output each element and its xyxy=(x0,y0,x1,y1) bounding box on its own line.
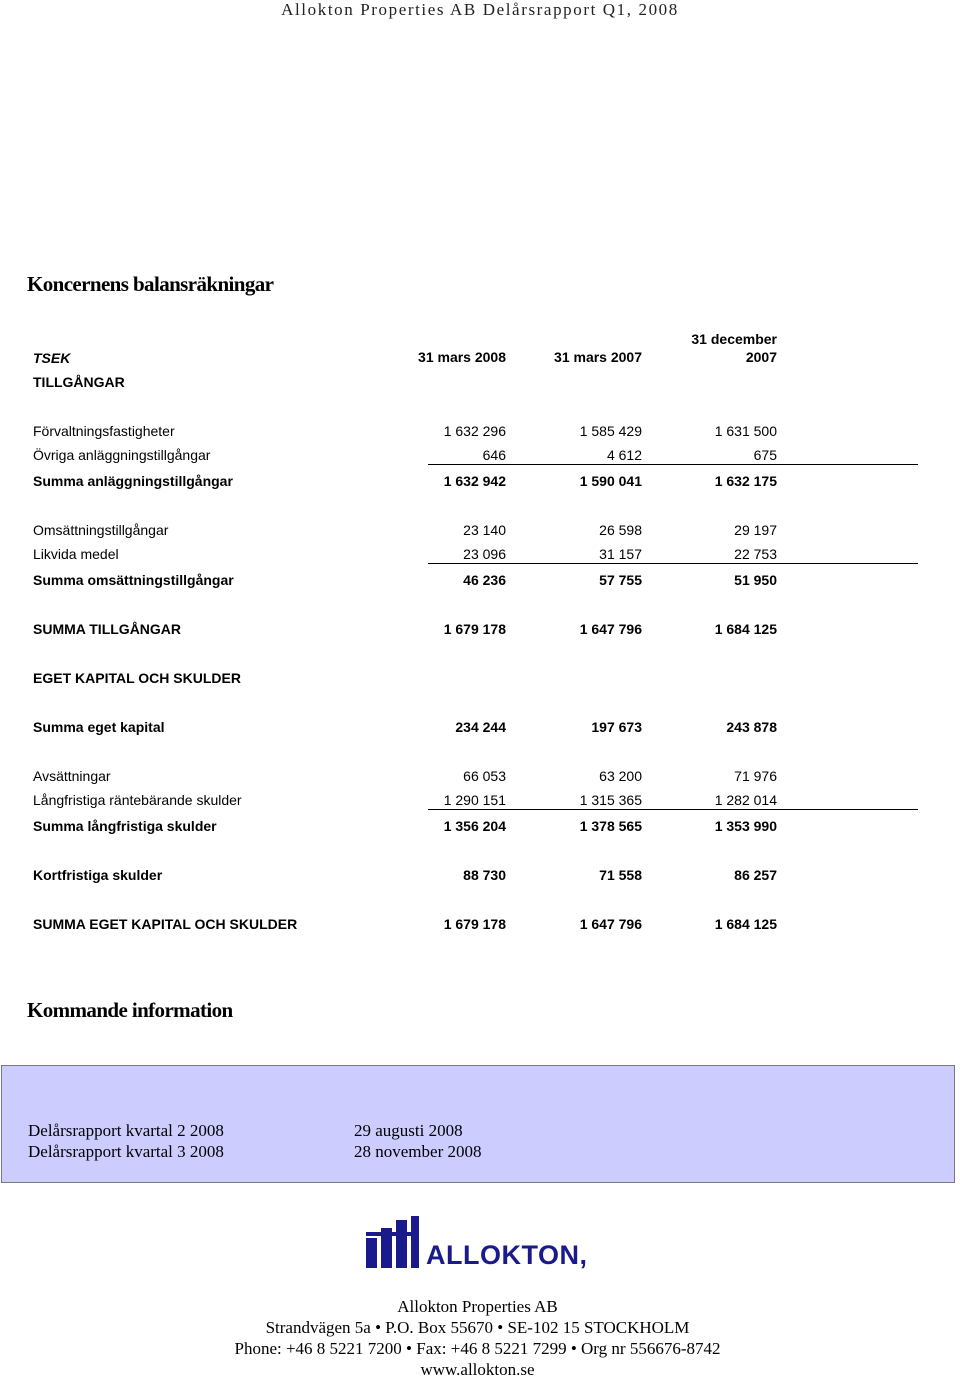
value-mar-2008: 1 632 942 xyxy=(443,473,506,489)
value-mar-2007: 1 378 565 xyxy=(579,818,642,834)
value-dec-2007: 1 282 014 xyxy=(714,792,777,808)
value-mar-2008: 1 356 204 xyxy=(443,818,506,834)
table-row xyxy=(33,520,918,540)
section-heading-assets xyxy=(33,372,918,392)
row-label: Förvaltningsfastigheter xyxy=(33,423,175,439)
value-mar-2007: 71 558 xyxy=(599,867,642,883)
row-label: Långfristiga räntebärande skulder xyxy=(33,792,242,808)
value-mar-2007: 1 315 365 xyxy=(579,792,642,808)
table-row-total xyxy=(33,914,918,934)
row-label: EGET KAPITAL OCH SKULDER xyxy=(33,670,241,686)
row-label: Avsättningar xyxy=(33,768,111,784)
value-dec-2007: 51 950 xyxy=(734,572,777,588)
upcoming-info-title: Kommande information xyxy=(27,998,233,1022)
value-dec-2007: 29 197 xyxy=(734,522,777,538)
value-dec-2007: 1 684 125 xyxy=(714,621,777,637)
report-name: Delårsrapport kvartal 2 2008 xyxy=(28,1121,224,1140)
table-row xyxy=(33,766,918,786)
row-label: Summa omsättningstillgångar xyxy=(33,572,234,588)
value-mar-2008: 234 244 xyxy=(455,719,506,735)
footer-contact: Phone: +46 8 5221 7200 • Fax: +46 8 5221 7299 • Org nr 556676-8742 xyxy=(234,1339,721,1358)
value-mar-2008: 646 xyxy=(482,447,506,463)
value-dec-2007: 86 257 xyxy=(734,867,777,883)
value-mar-2007: 197 673 xyxy=(591,719,642,735)
value-dec-2007: 243 878 xyxy=(726,719,777,735)
value-mar-2008: 46 236 xyxy=(463,572,506,588)
value-mar-2008: 1 679 178 xyxy=(443,916,506,932)
value-dec-2007: 1 353 990 xyxy=(714,818,777,834)
balance-sheet-title: Koncernens balansräkningar xyxy=(27,272,274,296)
table-row-subtotal xyxy=(33,570,918,590)
column-header-mar-2007: 31 mars 2007 xyxy=(554,349,642,365)
running-header: Allokton Properties AB Delårsrapport Q1, 2008 xyxy=(281,0,679,19)
row-label: Omsättningstillgångar xyxy=(33,522,169,538)
row-label: Likvida medel xyxy=(33,546,119,562)
value-mar-2007: 1 585 429 xyxy=(579,423,642,439)
value-dec-2007: 1 632 175 xyxy=(714,473,777,489)
table-row xyxy=(33,790,918,810)
value-dec-2007: 675 xyxy=(753,447,777,463)
row-label: Kortfristiga skulder xyxy=(33,867,163,883)
value-mar-2007: 57 755 xyxy=(599,572,642,588)
value-mar-2008: 1 632 296 xyxy=(443,423,506,439)
value-dec-2007: 1 684 125 xyxy=(714,916,777,932)
table-row-subtotal xyxy=(33,865,918,885)
unit-label: TSEK xyxy=(33,350,71,366)
value-mar-2008: 23 096 xyxy=(463,546,506,562)
row-label: Summa långfristiga skulder xyxy=(33,818,217,834)
table-row-subtotal xyxy=(33,717,918,737)
value-mar-2008: 66 053 xyxy=(463,768,506,784)
table-row-total xyxy=(33,619,918,639)
table-row-subtotal xyxy=(33,816,918,836)
table-row-subtotal xyxy=(33,471,918,491)
subtotal-rule xyxy=(428,464,918,465)
row-label: SUMMA TILLGÅNGAR xyxy=(33,621,182,637)
value-dec-2007: 22 753 xyxy=(734,546,777,562)
value-mar-2007: 1 647 796 xyxy=(579,621,642,637)
value-mar-2007: 1 647 796 xyxy=(579,916,642,932)
subtotal-rule xyxy=(428,809,918,810)
report-date: 28 november 2008 xyxy=(354,1142,482,1161)
column-header-mar-2008: 31 mars 2008 xyxy=(418,349,506,365)
row-label: Summa anläggningstillgångar xyxy=(33,473,233,489)
column-header-dec-line1: 31 december xyxy=(691,331,777,347)
footer-address: Strandvägen 5a • P.O. Box 55670 • SE-102 15 STOCKHOLM xyxy=(265,1318,690,1337)
footer-company: Allokton Properties AB xyxy=(397,1297,558,1316)
allokton-logo xyxy=(366,1216,590,1274)
row-label: SUMMA EGET KAPITAL OCH SKULDER xyxy=(33,916,298,932)
value-mar-2008: 23 140 xyxy=(463,522,506,538)
list-item xyxy=(28,1141,482,1162)
value-mar-2008: 88 730 xyxy=(463,867,506,883)
value-mar-2007: 1 590 041 xyxy=(579,473,642,489)
row-label: TILLGÅNGAR xyxy=(33,374,125,390)
table-row xyxy=(33,544,918,564)
table-row xyxy=(33,421,918,441)
logo-wordmark: ALLOKTON, xyxy=(426,1240,588,1270)
value-mar-2008: 1 290 151 xyxy=(443,792,506,808)
table-row xyxy=(33,445,918,465)
row-label: Summa eget kapital xyxy=(33,719,165,735)
value-mar-2007: 31 157 xyxy=(599,546,642,562)
value-mar-2007: 4 612 xyxy=(606,447,642,463)
report-name: Delårsrapport kvartal 3 2008 xyxy=(28,1142,224,1161)
column-header-dec-line2: 2007 xyxy=(745,349,777,365)
upcoming-info-box xyxy=(1,1065,955,1183)
list-item xyxy=(28,1120,463,1141)
section-heading-equity-liabilities xyxy=(33,668,918,688)
subtotal-rule xyxy=(428,563,918,564)
footer-website[interactable]: www.allokton.se xyxy=(420,1360,535,1379)
row-label: Övriga anläggningstillgångar xyxy=(33,447,211,463)
value-mar-2007: 63 200 xyxy=(599,768,642,784)
value-dec-2007: 71 976 xyxy=(734,768,777,784)
value-mar-2008: 1 679 178 xyxy=(443,621,506,637)
value-mar-2007: 26 598 xyxy=(599,522,642,538)
table-header xyxy=(33,330,918,370)
value-dec-2007: 1 631 500 xyxy=(714,423,777,439)
report-date: 29 augusti 2008 xyxy=(354,1121,463,1140)
